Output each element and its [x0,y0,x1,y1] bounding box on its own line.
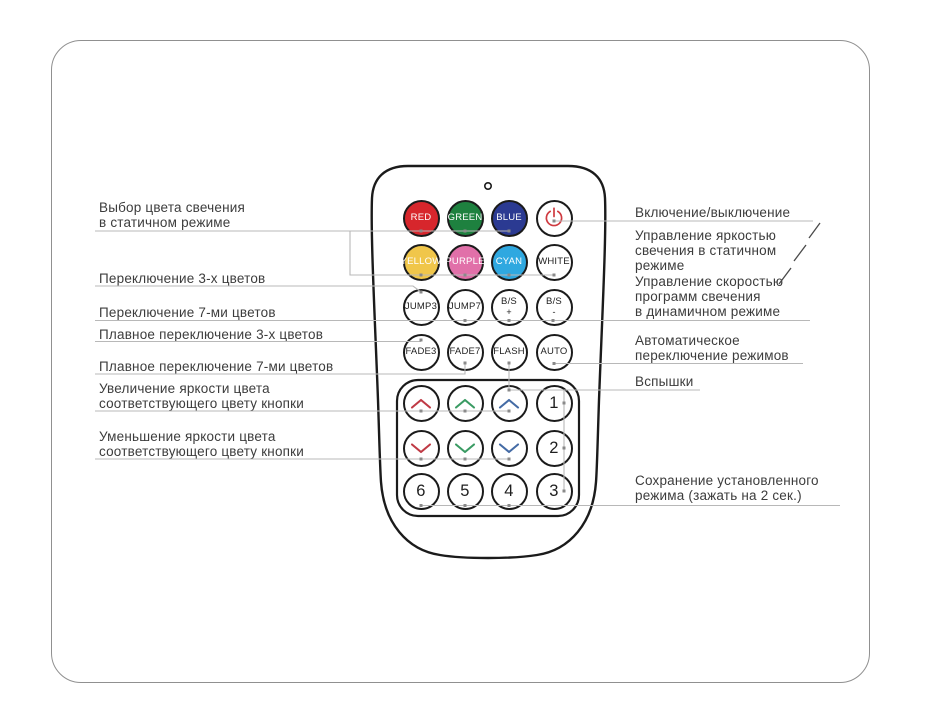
digit-1-button[interactable] [536,385,573,422]
digit-6-button[interactable] [403,473,440,510]
green-button[interactable] [447,200,484,237]
button-label: YELLOW [400,256,442,268]
digit-4-button[interactable] [491,473,528,510]
button-label: AUTO [540,346,568,358]
purple-button[interactable] [447,244,484,281]
fade7-button[interactable] [447,334,484,371]
chevron-up-icon [452,395,478,412]
annotation-jump3 [99,271,265,286]
button-sublabel: + [506,306,512,317]
brightness-down-blue-button[interactable] [491,430,528,467]
annotation-static-color-select [99,200,245,230]
fade3-button[interactable] [403,334,440,371]
chevron-down-icon [408,440,434,457]
cyan-button[interactable] [491,244,528,281]
button-label: WHITE [538,256,570,268]
button-label: GREEN [447,212,483,224]
digit-2-button[interactable] [536,430,573,467]
flash-button[interactable] [491,334,528,371]
annotation-line: Плавное переключение 7-ми цветов [99,359,334,374]
annotation-line: Управление яркостью [635,228,777,243]
annotation-fade7 [99,359,333,374]
annotation-line: переключение режимов [635,348,789,363]
annotation-line: программ свечения [635,289,761,304]
button-label: 6 [416,481,426,500]
annotation-line: Автоматическое [635,333,740,348]
annotation-line: Переключение 3-х цветов [99,271,266,286]
annotation-line: Включение/выключение [635,205,791,220]
blue-button[interactable] [491,200,528,237]
button-label: B/S [546,296,562,308]
annotation-jump7 [99,305,276,320]
annotation-line: режиме [635,258,685,273]
annotation-line: Управление скоростью [635,274,784,289]
power-icon [541,205,567,231]
annotation-line: Вспышки [635,374,694,389]
button-label: B/S [501,296,517,308]
chevron-down-icon [452,440,478,457]
annotation-power [635,205,790,220]
chevron-up-icon [408,395,434,412]
button-label: 1 [549,393,559,412]
chevron-down-icon [496,440,522,457]
button-label: 2 [549,438,559,457]
button-label: 3 [549,481,559,500]
button-label: JUMP3 [404,301,438,313]
annotation-dynamic-speed [635,274,783,319]
white-button[interactable] [536,244,573,281]
brightness-down-green-button[interactable] [447,430,484,467]
annotation-line: Сохранение установленного [635,473,819,488]
annotation-line: в динамичном режиме [635,304,781,319]
bs-minus-button[interactable] [536,289,573,326]
button-label: JUMP7 [448,301,482,313]
button-label: CYAN [495,256,523,268]
annotation-line: свечения в статичном [635,243,777,258]
jump3-button[interactable] [403,289,440,326]
annotation-save-mode [635,473,819,503]
annotation-line: соответствующего цвету кнопки [99,396,305,411]
annotation-line: Плавное переключение 3-х цветов [99,327,324,342]
digit-5-button[interactable] [447,473,484,510]
button-label: RED [410,212,432,224]
red-button[interactable] [403,200,440,237]
annotation-line: Выбор цвета свечения [99,200,245,215]
button-label: FADE7 [449,346,481,358]
annotation-line: Переключение 7-ми цветов [99,305,276,320]
button-label: FADE3 [405,346,437,358]
annotation-flashes [635,374,693,389]
annotation-auto-modes [635,333,789,363]
bs-plus-button[interactable] [491,289,528,326]
button-label: 5 [460,481,470,500]
annotation-line: соответствующего цвету кнопки [99,444,305,459]
yellow-button[interactable] [400,244,442,281]
button-sublabel: - [552,306,556,317]
brightness-up-blue-button[interactable] [491,385,528,422]
brightness-up-green-button[interactable] [447,385,484,422]
button-label: FLASH [493,346,525,358]
jump7-button[interactable] [447,289,484,326]
button-label: BLUE [496,212,522,224]
annotation-line: Увеличение яркости цвета [99,381,270,396]
brightness-up-red-button[interactable] [403,385,440,422]
button-label: 4 [504,481,514,500]
button-label: PURPLE [445,256,485,268]
annotation-line: режима (зажать на 2 сек.) [635,488,802,503]
annotation-line: в статичном режиме [99,215,231,230]
chevron-up-icon [496,395,522,412]
annotation-brightness-up [99,381,304,411]
brightness-down-red-button[interactable] [403,430,440,467]
digit-3-button[interactable] [536,473,573,510]
annotation-line: Уменьшение яркости цвета [99,429,276,444]
annotation-brightness-down [99,429,304,459]
power-button[interactable] [536,200,573,237]
annotation-static-brightness [635,228,776,273]
annotation-fade3 [99,327,323,342]
auto-button[interactable] [536,334,573,371]
